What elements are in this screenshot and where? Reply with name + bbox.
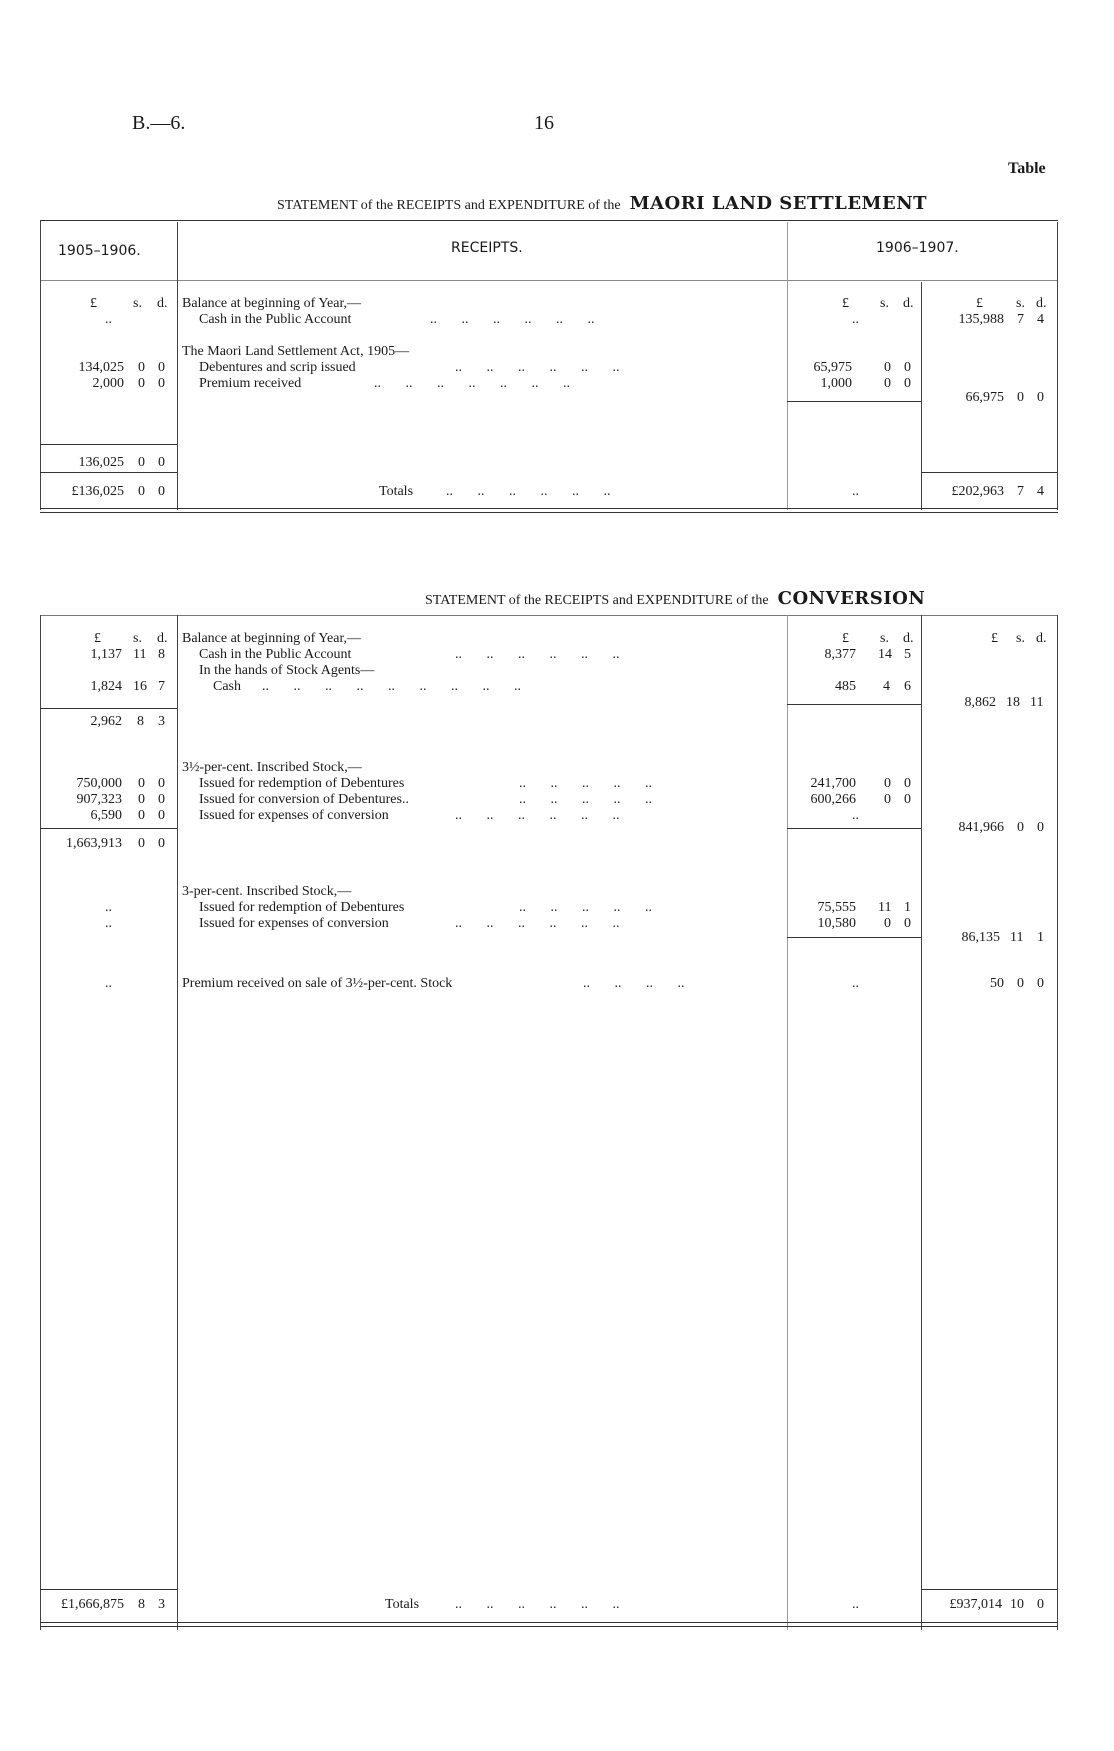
t2-balance-prev-total-d: 3: [158, 714, 165, 729]
table1-title-prefix: STATEMENT of the RECEIPTS and EXPENDITURE of the: [277, 198, 621, 213]
table1-curr-totals-rule: [921, 472, 1057, 473]
t1-act-heading: The Maori Land Settlement Act, 1905—: [182, 344, 410, 359]
t2-balance-total-d: 11: [1030, 695, 1044, 710]
t2-cash-prev-s: 11: [133, 647, 147, 662]
t2-s35-conversion-curr: 600,266: [810, 792, 856, 807]
t2-unit-s-prev: s.: [133, 631, 142, 646]
t1-subtotal-prev-s: 0: [138, 455, 145, 470]
table1-col-receipts-header: RECEIPTS.: [451, 240, 523, 256]
t1-cash-total-s: 7: [1017, 312, 1024, 327]
t2-s35-redemption-leader: .. .. .. .. ..: [519, 776, 652, 791]
t2-agents-curr: 485: [835, 679, 856, 694]
t1-act-total-d: 0: [1037, 390, 1044, 405]
t2-premium-total-s: 0: [1017, 976, 1024, 991]
t2-unit-d-detail: d.: [903, 631, 914, 646]
table2-title-prefix: STATEMENT of the RECEIPTS and EXPENDITURE of the: [425, 593, 769, 608]
t2-totals-curr-s: 10: [1010, 1597, 1024, 1612]
t2-cash-curr: 8,377: [824, 647, 856, 662]
t1-debentures-label: Debentures and scrip issued: [199, 360, 356, 375]
table2-title-bold: CONVERSION: [777, 588, 926, 609]
t2-agents-prev: 1,824: [90, 679, 122, 694]
t1-debentures-leader: .. .. .. .. .. ..: [455, 360, 620, 375]
t2-agents-curr-d: 6: [904, 679, 911, 694]
t2-s3-redemption-prev: ..: [105, 900, 112, 915]
t2-s3-expenses-leader: .. .. .. .. .. ..: [455, 916, 620, 931]
t2-premium-label: Premium received on sale of 3½-per-cent. Stock: [182, 976, 453, 991]
t1-totals-leader: .. .. .. .. .. ..: [446, 484, 611, 499]
t2-s35-conversion-curr-d: 0: [904, 792, 911, 807]
table1-bottom-rule: [40, 508, 1058, 509]
table1-left-border: [40, 220, 41, 510]
t2-s35-prev-total-d: 0: [158, 836, 165, 851]
t1-act-total-s: 0: [1017, 390, 1024, 405]
t2-unit-d-prev: d.: [157, 631, 168, 646]
t2-s3-expenses-curr-d: 0: [904, 916, 911, 931]
table2-right-border: [1057, 615, 1058, 1630]
t1-totals-curr-d: 4: [1037, 484, 1044, 499]
t2-agents-heading: In the hands of Stock Agents—: [199, 663, 375, 678]
t1-subtotal-prev-d: 0: [158, 455, 165, 470]
t2-totals-curr-detail: ..: [852, 1597, 859, 1612]
t2-s35-total-d: 0: [1037, 820, 1044, 835]
t2-stock35-heading: 3½-per-cent. Inscribed Stock,—: [182, 760, 362, 775]
t2-premium-curr-detail: ..: [852, 976, 859, 991]
t1-unit-pound-total: £: [976, 296, 983, 311]
t1-totals-curr: £202,963: [951, 484, 1004, 499]
t2-cash-label: Cash in the Public Account: [199, 647, 352, 662]
page-number: 16: [534, 112, 554, 134]
t2-agents-cash-label: Cash: [213, 679, 241, 694]
t2-balance-heading: Balance at beginning of Year,—: [182, 631, 362, 646]
page-series: B.—6.: [132, 112, 186, 134]
t2-premium-prev: ..: [105, 976, 112, 991]
t2-balance-prev-rule: [40, 708, 177, 709]
table1-prev-totals-rule: [40, 472, 177, 473]
t1-premium-leader: .. .. .. .. .. .. ..: [374, 376, 570, 391]
t2-unit-s-total: s.: [1016, 631, 1025, 646]
t2-cash-prev-d: 8: [158, 647, 165, 662]
t2-balance-prev-total-s: 8: [137, 714, 144, 729]
t2-s35-prev-total: 1,663,913: [66, 836, 122, 851]
t1-cash-total-d: 4: [1037, 312, 1044, 327]
t2-premium-total: 50: [990, 976, 1004, 991]
t2-s35-expenses-prev-s: 0: [138, 808, 145, 823]
t1-debentures-prev: 134,025: [78, 360, 124, 375]
t2-cash-curr-d: 5: [904, 647, 911, 662]
t2-unit-d-total: d.: [1036, 631, 1047, 646]
t1-debentures-prev-d: 0: [158, 360, 165, 375]
table1-bottom-rule-double: [40, 512, 1058, 513]
table1-header-rule: [40, 280, 1058, 281]
t1-premium-curr-d: 0: [904, 376, 911, 391]
table2-left-border: [40, 615, 41, 1630]
t1-totals-prev: £136,025: [71, 484, 124, 499]
t1-balance-heading: Balance at beginning of Year,—: [182, 296, 362, 311]
table1-col-curr-header: 1906–1907.: [876, 240, 959, 256]
t2-s35-conversion-leader: .. .. .. .. ..: [519, 792, 652, 807]
t2-s35-prev-rule: [40, 828, 177, 829]
t1-unit-s-total: s.: [1016, 296, 1025, 311]
t1-debentures-curr-s: 0: [884, 360, 891, 375]
t2-s3-total: 86,135: [961, 930, 1000, 945]
t2-s3-expenses-curr: 10,580: [817, 916, 856, 931]
t2-cash-curr-s: 14: [878, 647, 892, 662]
t2-s35-conversion-prev-d: 0: [158, 792, 165, 807]
t2-totals-curr-d: 0: [1037, 1597, 1044, 1612]
t2-premium-total-d: 0: [1037, 976, 1044, 991]
table1-col-divider-1: [177, 222, 178, 510]
t1-totals-curr-s: 7: [1017, 484, 1024, 499]
t1-unit-pound-prev: £: [90, 296, 97, 311]
t2-s3-expenses-curr-s: 0: [884, 916, 891, 931]
t2-balance-prev-total: 2,962: [90, 714, 122, 729]
t2-s35-conversion-prev: 907,323: [76, 792, 122, 807]
table2-top-rule: [40, 615, 1058, 616]
table1-col-divider-3: [921, 282, 922, 510]
t2-s35-expenses-prev-d: 0: [158, 808, 165, 823]
t2-s3-expenses-label: Issued for expenses of conversion: [199, 916, 389, 931]
table1-col-prev-header: 1905–1906.: [58, 243, 141, 259]
table2-title: [425, 588, 925, 609]
t2-premium-leader: .. .. .. ..: [583, 976, 685, 991]
t2-totals-prev-s: 8: [138, 1597, 145, 1612]
t1-premium-curr: 1,000: [820, 376, 852, 391]
t2-s35-expenses-leader: .. .. .. .. .. ..: [455, 808, 620, 823]
t2-s3-expenses-prev: ..: [105, 916, 112, 931]
t2-s3-total-s: 11: [1010, 930, 1024, 945]
t2-agents-prev-s: 16: [133, 679, 147, 694]
t2-s35-redemption-prev-d: 0: [158, 776, 165, 791]
t2-totals-prev-rule: [40, 1589, 177, 1590]
t2-unit-s-detail: s.: [880, 631, 889, 646]
t2-s3-curr-rule: [787, 937, 921, 938]
t1-debentures-prev-s: 0: [138, 360, 145, 375]
t2-s35-total-s: 0: [1017, 820, 1024, 835]
t2-s35-conversion-curr-s: 0: [884, 792, 891, 807]
t2-totals-curr-rule: [921, 1589, 1057, 1590]
t2-s35-redemption-curr-d: 0: [904, 776, 911, 791]
t2-s35-conversion-prev-s: 0: [138, 792, 145, 807]
t2-s35-expenses-label: Issued for expenses of conversion: [199, 808, 389, 823]
table1-top-rule: [40, 220, 1058, 221]
t2-totals-curr: £937,014: [949, 1597, 1002, 1612]
t2-unit-pound-total: £: [991, 631, 998, 646]
t1-cash-curr-detail: ..: [852, 312, 859, 327]
t2-balance-total-s: 18: [1006, 695, 1020, 710]
t1-totals-label: Totals: [379, 484, 414, 499]
table1-act-subtotal-rule: [787, 401, 921, 402]
table2-bottom-rule: [40, 1622, 1058, 1623]
t2-s35-redemption-curr-s: 0: [884, 776, 891, 791]
t1-cash-label: Cash in the Public Account: [199, 312, 352, 327]
t2-balance-curr-rule: [787, 704, 921, 705]
t1-unit-d-prev: d.: [157, 296, 168, 311]
t2-s35-total: 841,966: [958, 820, 1004, 835]
t1-unit-s-detail: s.: [880, 296, 889, 311]
table2-col-divider-3: [921, 615, 922, 1630]
t1-unit-pound-detail: £: [842, 296, 849, 311]
t1-totals-curr-detail: ..: [852, 484, 859, 499]
t2-s3-redemption-curr-s: 11: [878, 900, 892, 915]
t2-totals-leader: .. .. .. .. .. ..: [455, 1597, 620, 1612]
t1-act-total: 66,975: [965, 390, 1004, 405]
table1-col-divider-2: [787, 222, 788, 510]
t1-unit-d-total: d.: [1036, 296, 1047, 311]
table2-col-divider-1: [177, 615, 178, 1630]
t2-agents-curr-s: 4: [883, 679, 890, 694]
t1-unit-d-detail: d.: [903, 296, 914, 311]
t2-unit-pound-detail: £: [842, 631, 849, 646]
t1-cash-leader: .. .. .. .. .. ..: [430, 312, 595, 327]
t1-premium-label: Premium received: [199, 376, 302, 391]
t2-cash-prev: 1,137: [90, 647, 122, 662]
t2-balance-total: 8,862: [964, 695, 996, 710]
t2-agents-leader: .. .. .. .. .. .. .. .. ..: [262, 679, 521, 694]
t2-s3-total-d: 1: [1037, 930, 1044, 945]
t2-s35-redemption-curr: 241,700: [810, 776, 856, 791]
t1-unit-s-prev: s.: [133, 296, 142, 311]
t2-s35-expenses-curr: ..: [852, 808, 859, 823]
t1-premium-prev-d: 0: [158, 376, 165, 391]
t2-s35-prev-total-s: 0: [138, 836, 145, 851]
t2-cash-leader: .. .. .. .. .. ..: [455, 647, 620, 662]
t1-debentures-curr: 65,975: [813, 360, 852, 375]
t2-s35-redemption-prev-s: 0: [138, 776, 145, 791]
table2-bottom-rule-double: [40, 1626, 1058, 1627]
t1-subtotal-prev: 136,025: [78, 455, 124, 470]
table1-right-border: [1057, 222, 1058, 510]
t2-s35-expenses-prev: 6,590: [90, 808, 122, 823]
t2-totals-prev: £1,666,875: [61, 1597, 124, 1612]
t2-s3-redemption-leader: .. .. .. .. ..: [519, 900, 652, 915]
t1-totals-prev-s: 0: [138, 484, 145, 499]
t1-premium-prev-s: 0: [138, 376, 145, 391]
t2-stock3-heading: 3-per-cent. Inscribed Stock,—: [182, 884, 352, 899]
t1-cash-prev: ..: [105, 312, 112, 327]
table-corner-label: Table: [1008, 160, 1046, 177]
t2-agents-prev-d: 7: [158, 679, 165, 694]
t2-s3-redemption-curr: 75,555: [817, 900, 856, 915]
t2-s35-conversion-label: Issued for conversion of Debentures..: [199, 792, 409, 807]
t2-s35-curr-rule: [787, 828, 921, 829]
t1-premium-curr-s: 0: [884, 376, 891, 391]
t2-unit-pound-prev: £: [94, 631, 101, 646]
t2-totals-prev-d: 3: [158, 1597, 165, 1612]
table1-title-bold: MAORI LAND SETTLEMENT: [629, 193, 928, 214]
t2-s3-redemption-label: Issued for redemption of Debentures: [199, 900, 405, 915]
t1-debentures-curr-d: 0: [904, 360, 911, 375]
t2-totals-label: Totals: [385, 1597, 420, 1612]
table1-prev-subtotal-rule: [40, 444, 177, 445]
t2-s35-redemption-label: Issued for redemption of Debentures: [199, 776, 405, 791]
t2-s3-redemption-curr-d: 1: [904, 900, 911, 915]
table1-title: [277, 193, 927, 214]
t1-premium-prev: 2,000: [92, 376, 124, 391]
t2-s35-redemption-prev: 750,000: [76, 776, 122, 791]
table2-col-divider-2: [787, 615, 788, 1630]
t1-cash-total: 135,988: [958, 312, 1004, 327]
t1-totals-prev-d: 0: [158, 484, 165, 499]
